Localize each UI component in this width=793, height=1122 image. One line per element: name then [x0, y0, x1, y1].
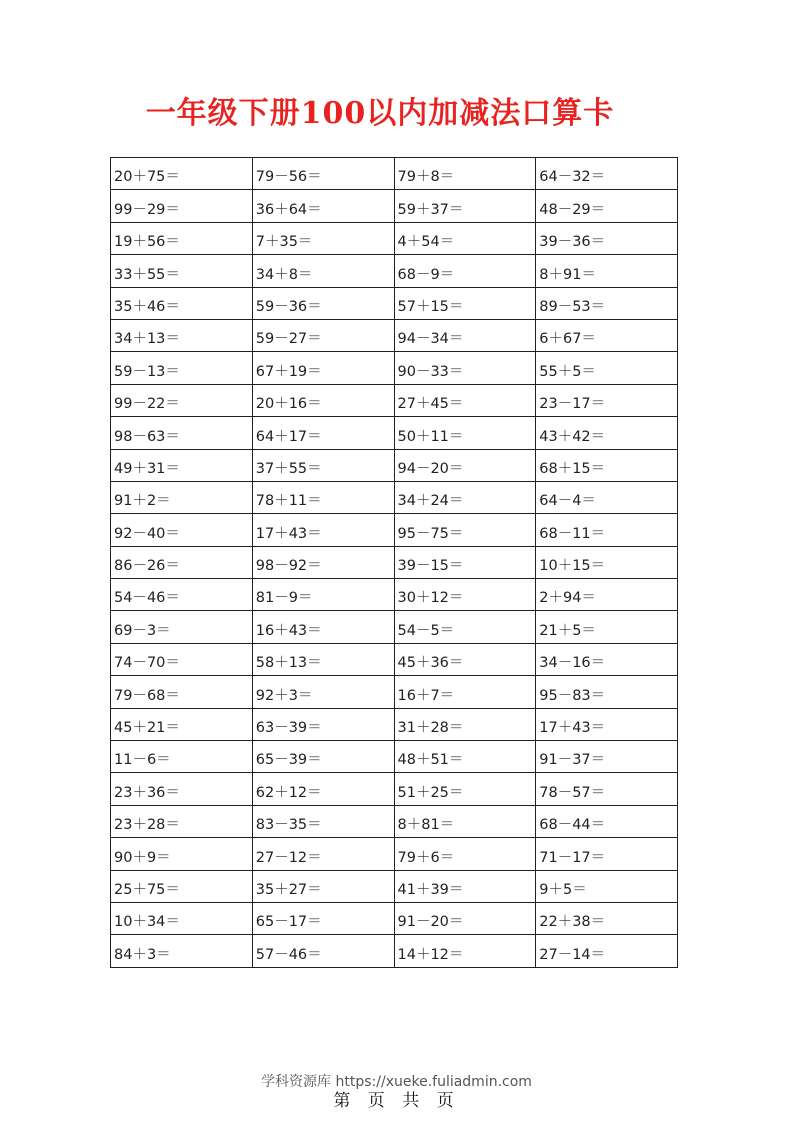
problem-cell: 8＋91＝	[536, 255, 678, 287]
problem-cell: 58＋13＝	[252, 643, 394, 675]
problem-cell: 33＋55＝	[111, 255, 253, 287]
problem-cell: 91－37＝	[536, 741, 678, 773]
table-row	[111, 255, 678, 287]
problem-cell: 62＋12＝	[252, 773, 394, 805]
problem-cell: 68－11＝	[536, 514, 678, 546]
problem-cell: 20＋75＝	[111, 158, 253, 190]
page-number: 第 页 共 页	[333, 1091, 460, 1111]
problem-cell: 90＋9＝	[111, 838, 253, 870]
problem-cell: 7＋35＝	[252, 222, 394, 254]
problem-cell: 89－53＝	[536, 287, 678, 319]
problem-cell: 34＋8＝	[252, 255, 394, 287]
problem-cell: 59－13＝	[111, 352, 253, 384]
arithmetic-card-table	[110, 157, 678, 968]
table-row	[111, 449, 678, 481]
footer-source: 学科资源库 https://xueke.fuliadmin.com	[261, 1074, 532, 1090]
problem-cell: 51＋25＝	[394, 773, 536, 805]
problem-cell: 27－12＝	[252, 838, 394, 870]
problem-cell: 9＋5＝	[536, 870, 678, 902]
problem-cell: 99－22＝	[111, 384, 253, 416]
problem-cell: 83－35＝	[252, 805, 394, 837]
problem-cell: 35＋27＝	[252, 870, 394, 902]
problem-cell: 98－92＝	[252, 546, 394, 578]
problem-cell: 11－6＝	[111, 741, 253, 773]
problem-cell: 57－46＝	[252, 935, 394, 967]
problem-cell: 99－29＝	[111, 190, 253, 222]
problem-cell: 34－16＝	[536, 643, 678, 675]
problem-cell: 59－36＝	[252, 287, 394, 319]
problem-cell: 59＋37＝	[394, 190, 536, 222]
page-title: 一年级下册100以内加减法口算卡	[145, 96, 615, 131]
problem-cell: 14＋12＝	[394, 935, 536, 967]
table-row	[111, 352, 678, 384]
problem-cell: 98－63＝	[111, 417, 253, 449]
problem-cell: 43＋42＝	[536, 417, 678, 449]
table-row	[111, 579, 678, 611]
table-row	[111, 741, 678, 773]
table-row	[111, 514, 678, 546]
problem-cell: 50＋11＝	[394, 417, 536, 449]
problem-cell: 39－36＝	[536, 222, 678, 254]
table-row	[111, 546, 678, 578]
problem-cell: 67＋19＝	[252, 352, 394, 384]
problem-cell: 79－68＝	[111, 676, 253, 708]
problem-cell: 84＋3＝	[111, 935, 253, 967]
problem-cell: 35＋46＝	[111, 287, 253, 319]
problem-cell: 65－39＝	[252, 741, 394, 773]
problem-cell: 16＋43＝	[252, 611, 394, 643]
problem-cell: 64－4＝	[536, 481, 678, 513]
table-row	[111, 773, 678, 805]
problem-cell: 48＋51＝	[394, 741, 536, 773]
table-body	[111, 158, 678, 968]
table-row	[111, 319, 678, 351]
problem-cell: 27＋45＝	[394, 384, 536, 416]
problem-cell: 94－20＝	[394, 449, 536, 481]
problem-cell: 23－17＝	[536, 384, 678, 416]
table-row	[111, 838, 678, 870]
problem-cell: 45＋36＝	[394, 643, 536, 675]
problem-cell: 68＋15＝	[536, 449, 678, 481]
problem-cell: 10＋15＝	[536, 546, 678, 578]
problem-cell: 79＋8＝	[394, 158, 536, 190]
problem-cell: 48－29＝	[536, 190, 678, 222]
problem-cell: 8＋81＝	[394, 805, 536, 837]
table-row	[111, 676, 678, 708]
problem-cell: 31＋28＝	[394, 708, 536, 740]
table-row	[111, 902, 678, 934]
table-row	[111, 481, 678, 513]
problem-cell: 2＋94＝	[536, 579, 678, 611]
problem-cell: 64－32＝	[536, 158, 678, 190]
problem-cell: 27－14＝	[536, 935, 678, 967]
table-row	[111, 870, 678, 902]
table-row	[111, 708, 678, 740]
table-row	[111, 158, 678, 190]
table-row	[111, 287, 678, 319]
table-row	[111, 805, 678, 837]
problem-cell: 23＋36＝	[111, 773, 253, 805]
problem-cell: 54－46＝	[111, 579, 253, 611]
problem-cell: 10＋34＝	[111, 902, 253, 934]
problem-cell: 68－44＝	[536, 805, 678, 837]
table-row	[111, 611, 678, 643]
problem-cell: 95－83＝	[536, 676, 678, 708]
problem-cell: 16＋7＝	[394, 676, 536, 708]
problem-cell: 86－26＝	[111, 546, 253, 578]
problem-cell: 91＋2＝	[111, 481, 253, 513]
problem-cell: 92－40＝	[111, 514, 253, 546]
problem-cell: 79＋6＝	[394, 838, 536, 870]
problem-cell: 90－33＝	[394, 352, 536, 384]
problem-cell: 57＋15＝	[394, 287, 536, 319]
problem-cell: 21＋5＝	[536, 611, 678, 643]
problem-cell: 34＋13＝	[111, 319, 253, 351]
problem-cell: 17＋43＝	[536, 708, 678, 740]
problem-cell: 36＋64＝	[252, 190, 394, 222]
problem-cell: 68－9＝	[394, 255, 536, 287]
problem-cell: 65－17＝	[252, 902, 394, 934]
problem-cell: 91－20＝	[394, 902, 536, 934]
problem-cell: 17＋43＝	[252, 514, 394, 546]
problem-cell: 34＋24＝	[394, 481, 536, 513]
problem-cell: 63－39＝	[252, 708, 394, 740]
problem-cell: 39－15＝	[394, 546, 536, 578]
problem-cell: 37＋55＝	[252, 449, 394, 481]
problem-cell: 25＋75＝	[111, 870, 253, 902]
table-row	[111, 222, 678, 254]
problem-cell: 6＋67＝	[536, 319, 678, 351]
problem-cell: 78－57＝	[536, 773, 678, 805]
table-row	[111, 417, 678, 449]
problem-cell: 92＋3＝	[252, 676, 394, 708]
problem-cell: 4＋54＝	[394, 222, 536, 254]
problem-cell: 41＋39＝	[394, 870, 536, 902]
problem-cell: 74－70＝	[111, 643, 253, 675]
problem-cell: 94－34＝	[394, 319, 536, 351]
problem-cell: 69－3＝	[111, 611, 253, 643]
problem-cell: 95－75＝	[394, 514, 536, 546]
table-row	[111, 190, 678, 222]
problem-cell: 81－9＝	[252, 579, 394, 611]
problem-cell: 30＋12＝	[394, 579, 536, 611]
problem-cell: 20＋16＝	[252, 384, 394, 416]
problem-cell: 45＋21＝	[111, 708, 253, 740]
problem-cell: 19＋56＝	[111, 222, 253, 254]
table-row	[111, 935, 678, 967]
problem-cell: 64＋17＝	[252, 417, 394, 449]
problem-cell: 71－17＝	[536, 838, 678, 870]
problem-cell: 23＋28＝	[111, 805, 253, 837]
problem-cell: 59－27＝	[252, 319, 394, 351]
table-row	[111, 384, 678, 416]
problem-cell: 55＋5＝	[536, 352, 678, 384]
table-row	[111, 643, 678, 675]
problem-cell: 54－5＝	[394, 611, 536, 643]
problem-cell: 79－56＝	[252, 158, 394, 190]
problem-cell: 78＋11＝	[252, 481, 394, 513]
problem-cell: 22＋38＝	[536, 902, 678, 934]
problem-cell: 49＋31＝	[111, 449, 253, 481]
